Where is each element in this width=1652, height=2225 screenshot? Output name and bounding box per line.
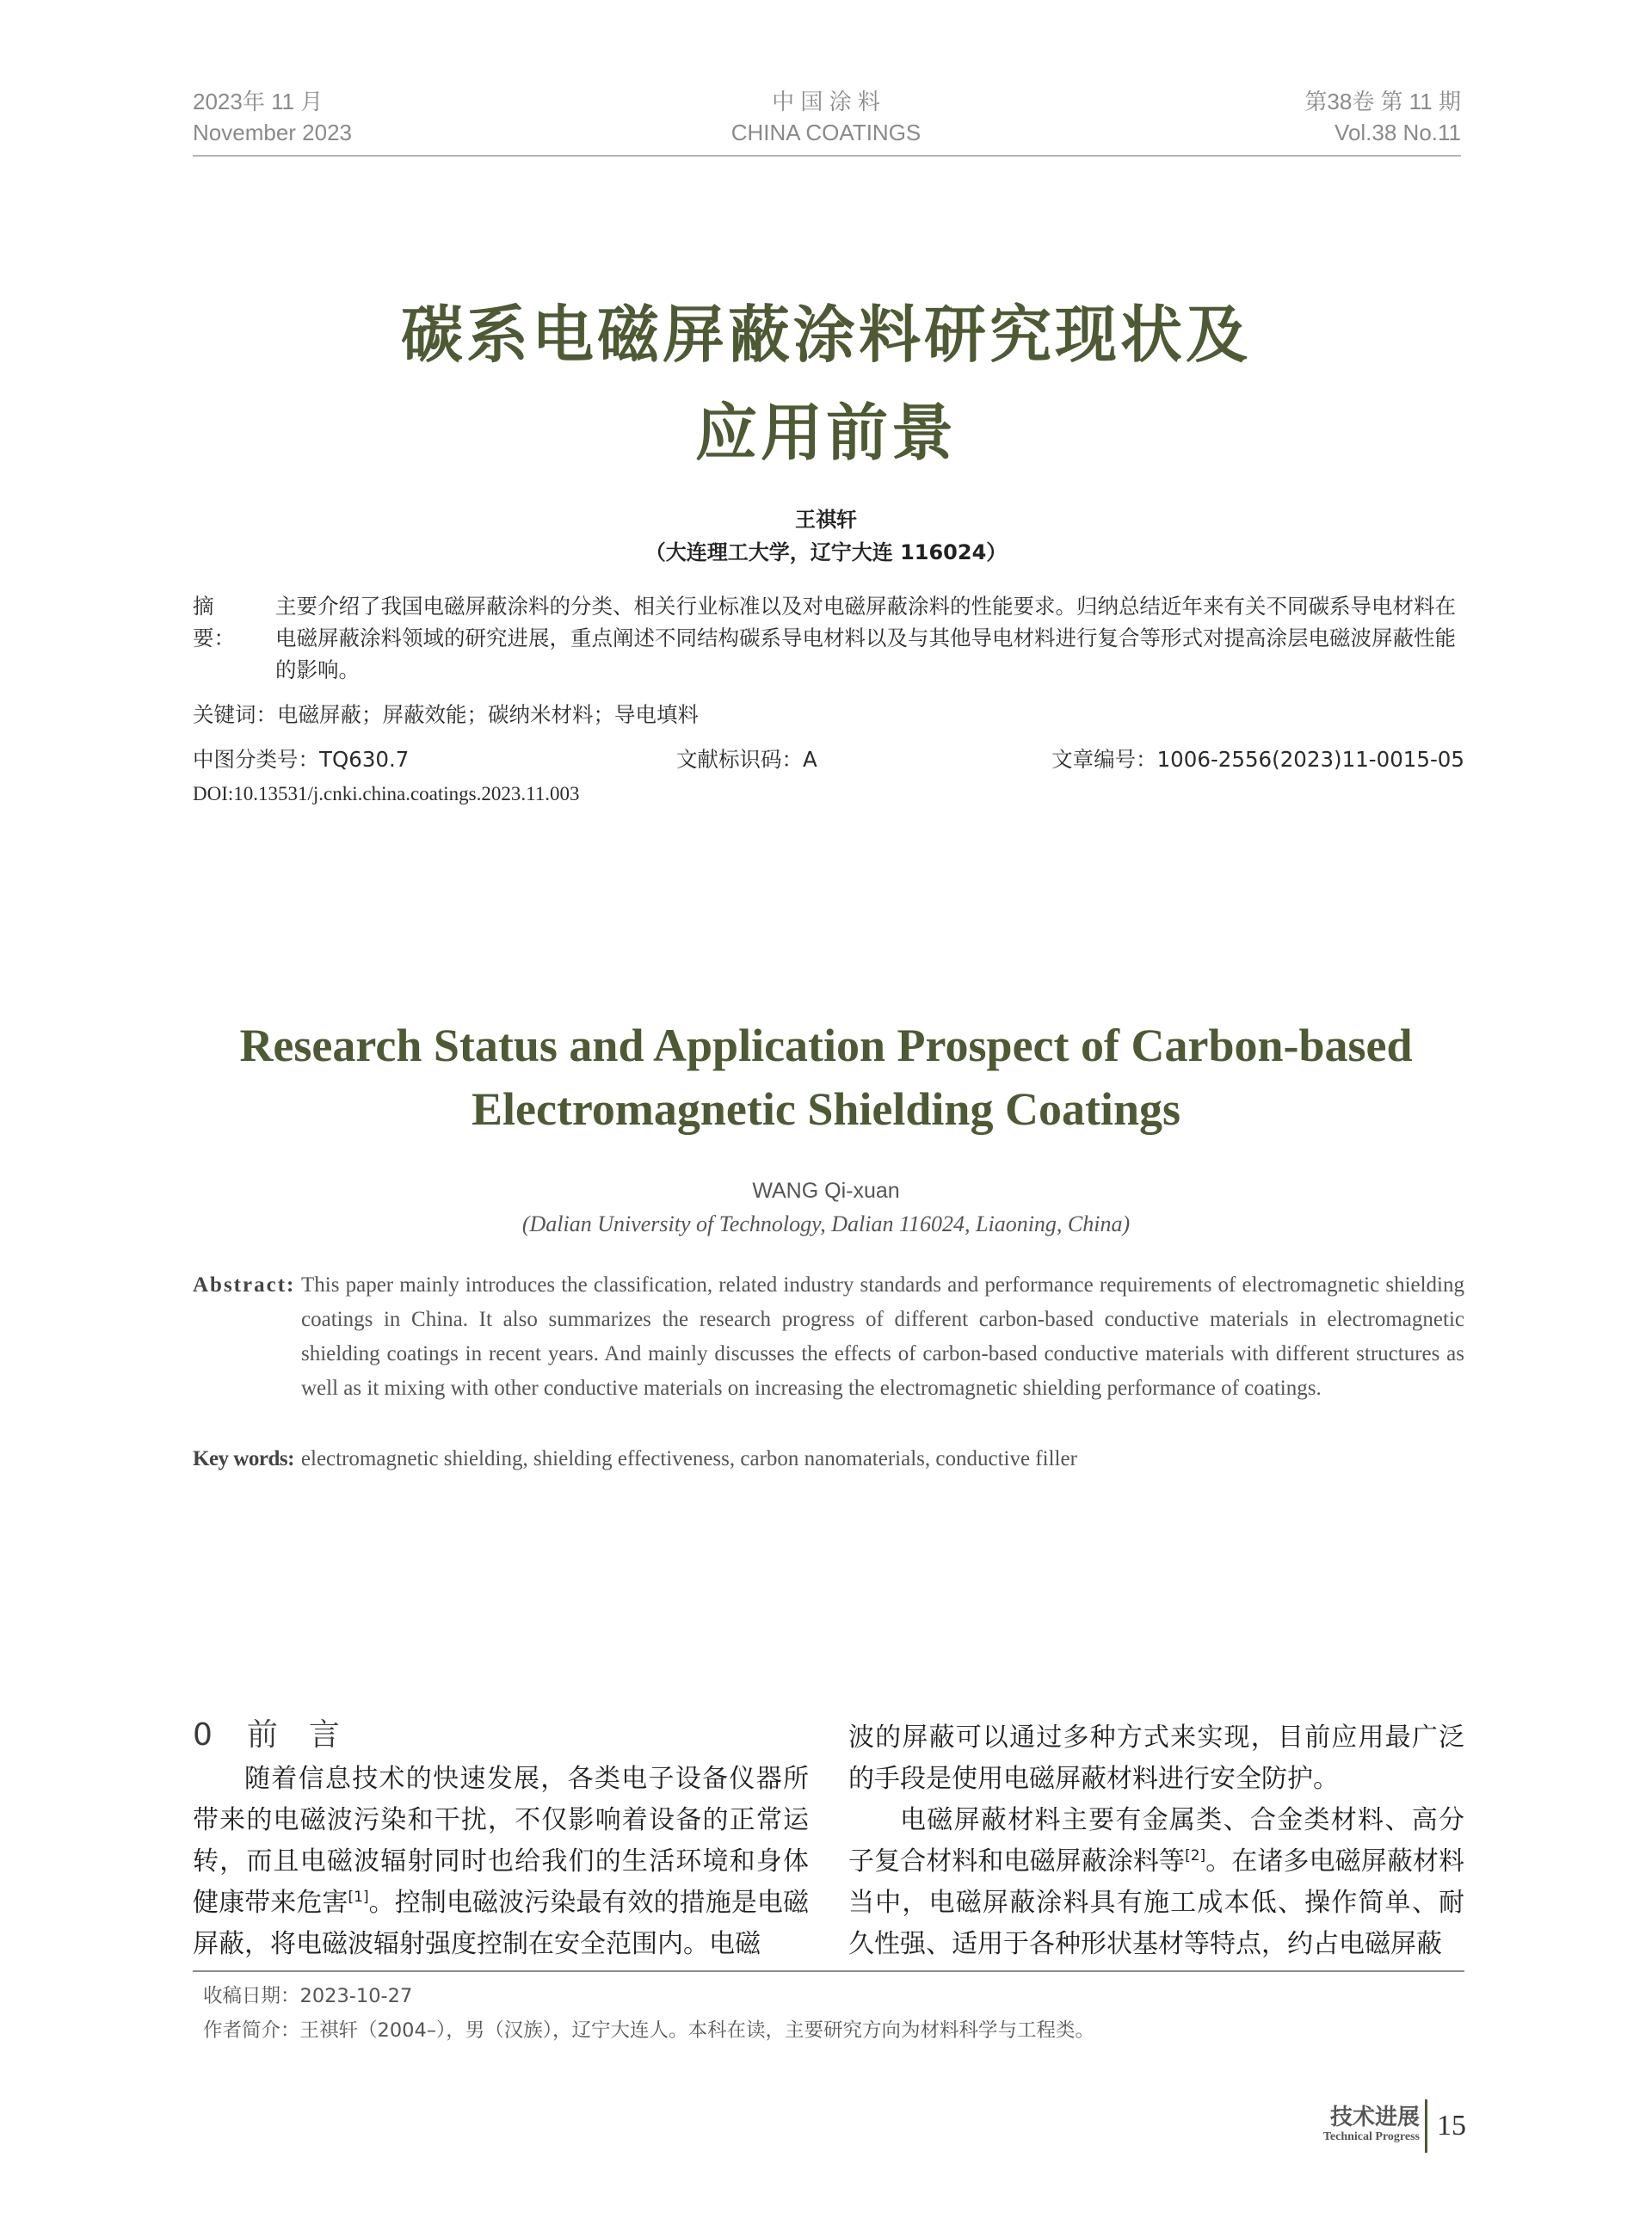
classification-number: 中图分类号：TQ630.7 xyxy=(193,747,410,772)
header-volume-cn: 第38卷 第 11 期 xyxy=(1304,89,1461,114)
header-date xyxy=(193,86,352,148)
keywords-cn: 关键词：电磁屏蔽；屏蔽效能；碳纳米材料；导电填料 xyxy=(193,702,699,727)
section-number: 0 xyxy=(193,1717,213,1753)
header-journal-en: CHINA COATINGS xyxy=(730,120,922,145)
footnote-divider xyxy=(193,1970,1464,1972)
author-en: WANG Qi-xuan xyxy=(752,1179,900,1203)
keywords-en-text: electromagnetic shielding, shielding effectiveness, carbon nanomaterials, conductive filler xyxy=(300,1447,1077,1470)
header-journal-cn: 中 国 涂 料 xyxy=(772,89,880,114)
document-code: 文献标识码：A xyxy=(676,747,817,772)
abstract-cn-text: 主要介绍了我国电磁屏蔽涂料的分类、相关行业标准以及对电磁屏蔽涂料的性能要求。归纳总结近年来有关不同碳系导电材料在电磁屏蔽涂料领域的研究进展，重点阐述不同结构碳系导电材料以及与其他导电材料进行复合等形式对提高涂层电磁波屏蔽性能的影响。 xyxy=(275,594,1456,682)
keywords-en-label: Key words: xyxy=(193,1447,294,1470)
footer-section-en: Technical Progress xyxy=(1322,2130,1420,2143)
citation[interactable]: [1] xyxy=(348,1889,369,1906)
body-column-right xyxy=(848,1717,1464,1965)
title-en-line-2: Electromagnetic Shielding Coatings xyxy=(471,1083,1180,1135)
abstract-cn-label: 摘 要： xyxy=(193,594,235,650)
footnote-author-bio: 作者简介：王祺轩（2004–），男（汉族），辽宁大连人。本科在读，主要研究方向为材料科学与工程类。 xyxy=(203,2019,1095,2042)
abstract-en-text: This paper mainly introduces the classification, related industry standards and performance requirements of electromagnetic shielding coatings in China. It also summarizes the research progress of different carbon-based conductive materials in electromagnetic shielding coatings in recent years. And mainly discusses the effects of carbon-based conductive materials with different structures as well as it mixing with other conductive materials on increasing the electromagnetic shielding performance of coatings. xyxy=(301,1273,1464,1400)
paragraph-text: 。在诸多电磁屏蔽材料当中，电磁屏蔽涂料具有施工成本低、操作简单、耐久性强、适用于各种形状基材等特点，约占电磁屏蔽 xyxy=(848,1846,1465,1959)
keywords-en xyxy=(193,1447,1077,1471)
abstract-cn xyxy=(193,590,1464,686)
title-cn-line-2: 应用前景 xyxy=(694,397,957,469)
header-divider xyxy=(193,155,1461,157)
title-cn-line-1: 碳系电磁屏蔽涂料研究现状及 xyxy=(400,299,1251,371)
affiliation-cn: （大连理工大学，辽宁大连 116024） xyxy=(644,540,1008,564)
paragraph-text: 。控制电磁波污染最有效的措施是电磁屏蔽，将电磁波辐射强度控制在安全范围内。电磁 xyxy=(193,1888,810,1959)
citation[interactable]: [2] xyxy=(1185,1847,1206,1864)
article-number: 文章编号：1006-2556(2023)11-0015-05 xyxy=(1051,747,1464,772)
footer-divider-bar xyxy=(1425,2099,1427,2153)
author-cn: 王祺轩 xyxy=(795,508,857,532)
footnote-received: 收稿日期：2023-10-27 xyxy=(203,1985,413,2007)
abstract-en xyxy=(193,1268,1464,1406)
affiliation-en: (Dalian University of Technology, Dalian 116024, Liaoning, China) xyxy=(521,1211,1131,1236)
footer-section-cn: 技术进展 xyxy=(1329,2105,1420,2130)
paragraph xyxy=(193,1759,809,1965)
header-date-cn: 2023年 11 月 xyxy=(193,89,324,114)
section-heading xyxy=(193,1710,340,1754)
header-volume xyxy=(1304,86,1461,148)
header-volume-en: Vol.38 No.11 xyxy=(1335,120,1461,145)
title-en-line-1: Research Status and Application Prospect of Carbon-based xyxy=(239,1020,1413,1071)
section-title: 前 言 xyxy=(246,1717,340,1753)
page-number: 15 xyxy=(1437,2110,1466,2142)
paragraph-text: 随着信息技术的快速发展，各类电子设备仪器所带来的电磁波污染和干扰，不仅影响着设备的正常运转，而且电磁波辐射同时也给我们的生活环境和身体健康带来危害 xyxy=(193,1764,809,1918)
paragraph: 波的屏蔽可以通过多种方式来实现，目前应用最广泛的手段是使用电磁屏蔽材料进行安全防护。 xyxy=(848,1723,1464,1794)
title-en xyxy=(189,1014,1463,1141)
header-date-en: November 2023 xyxy=(193,120,352,145)
paragraph-text: 电磁屏蔽材料主要有金属类、合金类材料、高分子复合材料和电磁屏蔽涂料等 xyxy=(848,1805,1464,1877)
doi: DOI:10.13531/j.cnki.china.coatings.2023.11.003 xyxy=(193,783,580,804)
paragraph xyxy=(848,1800,1464,1965)
title-cn xyxy=(224,286,1428,482)
header-journal xyxy=(654,86,998,148)
abstract-en-label: Abstract: xyxy=(193,1273,296,1297)
body-column-left xyxy=(193,1759,809,1965)
